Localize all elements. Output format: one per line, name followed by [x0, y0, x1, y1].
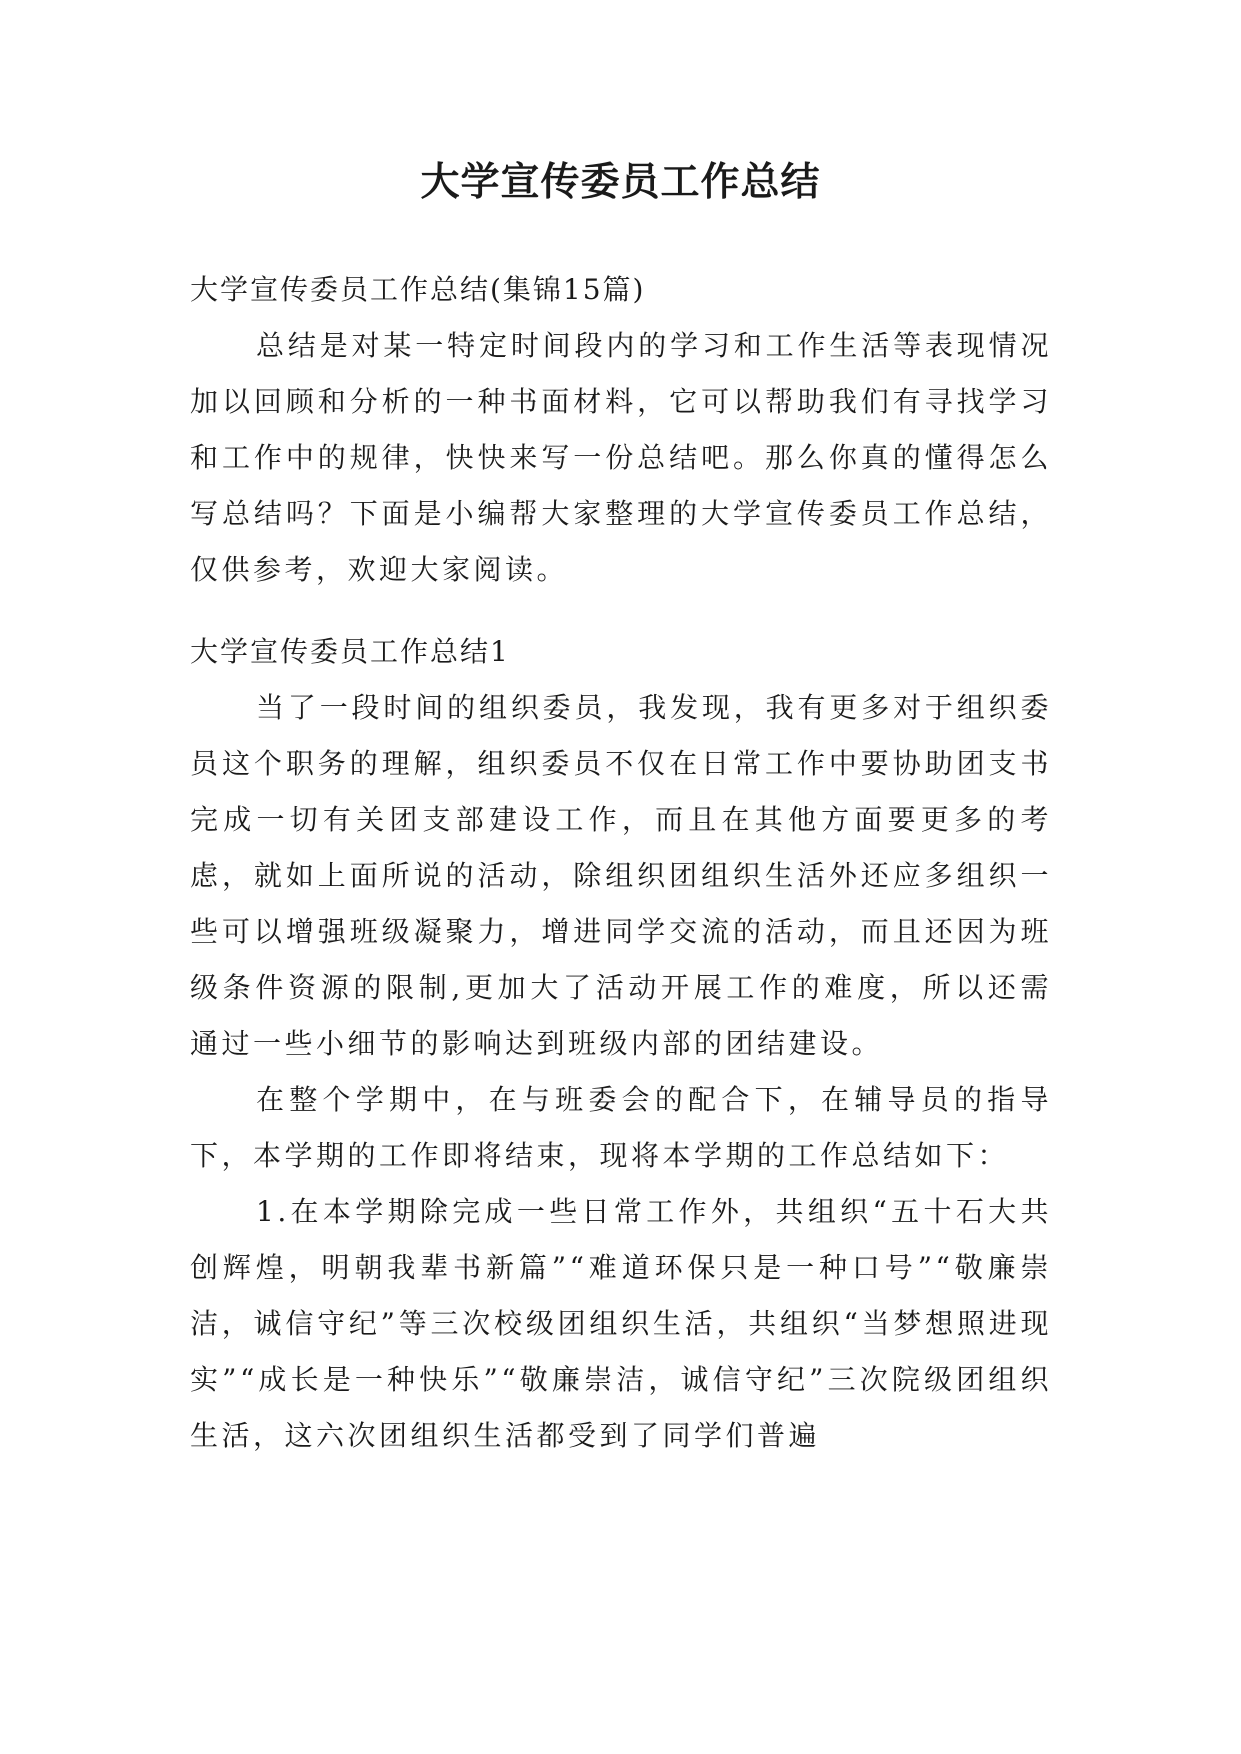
- section-1-heading: 大学宣传委员工作总结1: [190, 635, 510, 668]
- intro-heading: 大学宣传委员工作总结(集锦15篇): [190, 273, 646, 306]
- intro-section: [190, 262, 1052, 598]
- section-1: [190, 624, 1052, 1464]
- section-1-paragraph-1: 当了一段时间的组织委员，我发现，我有更多对于组织委员这个职务的理解，组织委员不仅在日常工作中要协助团支书完成一切有关团支部建设工作，而且在其他方面要更多的考虑，就如上面所说的活动，除组织团组织生活外还应多组织一些可以增强班级凝聚力，增进同学交流的活动，而且还因为班级条件资源的限制,更加大了活动开展工作的难度，所以还需通过一些小细节的影响达到班级内部的团结建设。: [190, 691, 1052, 1060]
- section-1-paragraph-2: 在整个学期中，在与班委会的配合下，在辅导员的指导下，本学期的工作即将结束，现将本学期的工作总结如下：: [190, 1083, 1052, 1172]
- intro-paragraph: 总结是对某一特定时间段内的学习和工作生活等表现情况加以回顾和分析的一种书面材料，它可以帮助我们有寻找学习和工作中的规律，快快来写一份总结吧。那么你真的懂得怎么写总结吗？下面是小编帮大家整理的大学宣传委员工作总结，仅供参考，欢迎大家阅读。: [190, 329, 1052, 586]
- document-title: 大学宣传委员工作总结: [420, 160, 821, 205]
- section-1-paragraph-3: 1.在本学期除完成一些日常工作外，共组织“五十石大共创辉煌，明朝我辈书新篇”“难道环保只是一种口号”“敬廉崇洁，诚信守纪”等三次校级团组织生活，共组织“当梦想照进现实”“成长是一种快乐”“敬廉崇洁，诚信守纪”三次院级团组织生活，这六次团组织生活都受到了同学们普遍: [190, 1195, 1052, 1452]
